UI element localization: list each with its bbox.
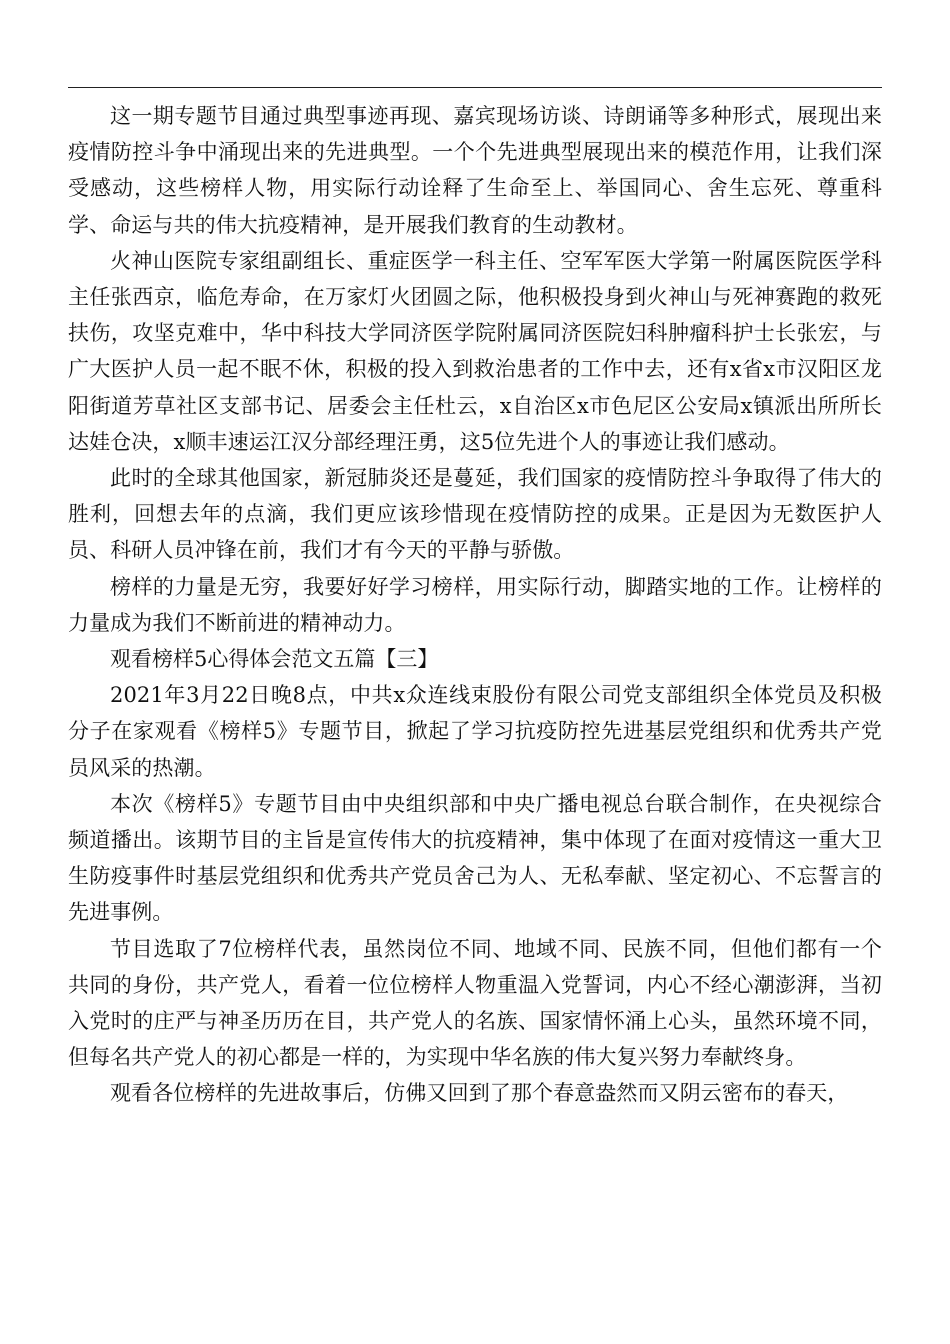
section-heading: 观看榜样5心得体会范文五篇【三】 [110, 647, 439, 672]
paragraph-power: 榜样的力量是无穷，我要好好学习榜样，用实际行动，脚踏实地的工作。让榜样的力量成为我们不断前进的精神动力。 [68, 574, 882, 635]
paragraph-global: 此时的全球其他国家，新冠肺炎还是蔓延，我们国家的疫情防控斗争取得了伟大的胜利，回想去年的点滴，我们更应该珍惜现在疫情防控的成果。正是因为无数医护人员、科研人员冲锋在前，我们才有今天的平静与骄傲。 [68, 466, 882, 563]
document-body [68, 98, 882, 1112]
header-rule [68, 87, 882, 88]
paragraph-event: 2021年3月22日晚8点，中共x众连线束股份有限公司党支部组织全体党员及积极分子在家观看《榜样5》专题节目，掀起了学习抗疫防控先进基层党组织和优秀共产党员风采的热潮。 [68, 683, 882, 780]
paragraph-representatives: 节目选取了7位榜样代表，虽然岗位不同、地域不同、民族不同，但他们都有一个共同的身份，共产党人，看着一位位榜样人物重温入党誓词，内心不经心潮澎湃，当初入党时的庄严与神圣历历在目，共产党人的名族、国家情怀涌上心头，虽然环境不同，但每名共产党人的初心都是一样的，为实现中华名族的伟大复兴努力奉献终身。 [68, 936, 882, 1070]
paragraph-program: 本次《榜样5》专题节目由中央组织部和中央广播电视总台联合制作，在央视综合频道播出。该期节目的主旨是宣传伟大的抗疫精神，集中体现了在面对疫情这一重大卫生防疫事件时基层党组织和优秀共产党员舍己为人、无私奉献、坚定初心、不忘誓言的先进事例。 [68, 791, 882, 925]
paragraph-closing: 观看各位榜样的先进故事后，仿佛又回到了那个春意盎然而又阴云密布的春天， [110, 1081, 849, 1106]
paragraph-intro: 这一期专题节目通过典型事迹再现、嘉宾现场访谈、诗朗诵等多种形式，展现出来疫情防控斗争中涌现出来的先进典型。一个个先进典型展现出来的模范作用，让我们深受感动，这些榜样人物，用实际行动诠释了生命至上、举国同心、舍生忘死、尊重科学、命运与共的伟大抗疫精神，是开展我们教育的生动教材。 [68, 104, 882, 237]
paragraph-huoshenshan: 火神山医院专家组副组长、重症医学一科主任、空军军医大学第一附属医院医学科主任张西京，临危寿命，在万家灯火团圆之际，他积极投身到火神山与死神赛跑的救死扶伤，攻坚克难中，华中科技大学同济医学院附属同济医院妇科肿瘤科护士长张宏，与广大医护人员一起不眠不休，积极的投入到救治患者的工作中去，还有x省x市汉阳区龙阳街道芳草社区支部书记、居委会主任杜云，x自治区x市色尼区公安局x镇派出所所长达娃仓决，x顺丰速运江汉分部经理汪勇，这5位先进个人的事迹让我们感动。 [68, 248, 882, 454]
